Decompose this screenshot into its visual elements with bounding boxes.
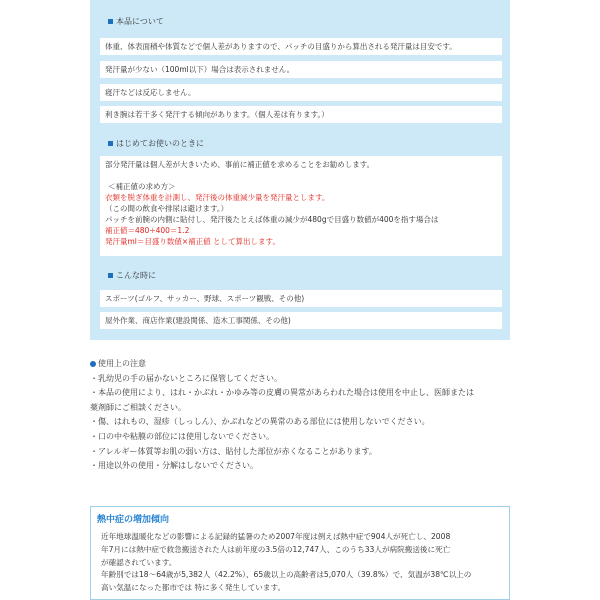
square-bullet-icon: [108, 19, 113, 24]
calc-example: パッチを前腕の内側に貼付し、発汗後たとえば体重の減少が480gで目盛り数値が400を指す場合は: [105, 215, 439, 224]
about-item: 利き腕は若干多く発汗する傾向があります。（個人差は有ります。）: [100, 106, 502, 123]
caution-item: ・口の中や粘膜の部位には使用しないでください。: [90, 431, 274, 441]
about-item: 寝汗などは反応しません。: [100, 84, 502, 101]
heatstroke-line: 高い気温になった都市では 特に多く発生しています。: [101, 583, 286, 593]
cautions-section: [90, 357, 510, 474]
square-bullet-icon: [108, 141, 113, 146]
cautions-heading: 使用上の注意: [90, 357, 510, 372]
circle-bullet-icon: [90, 361, 96, 367]
caution-item: 薬剤師にご相談ください。: [90, 402, 186, 412]
heatstroke-body: [101, 531, 501, 595]
heatstroke-box: [90, 506, 510, 600]
about-item: 体重、体表面積や体質などで個人差がありますので、パッチの目盛りから算出される発汗量は目安です。: [100, 38, 502, 55]
formula-sweat: 発汗量ml＝目盛り数値×補正値 として算出します。: [105, 237, 280, 246]
heatstroke-line: 年齢別では18〜64歳が5,382人（42.2%）、65歳以上の高齢者は5,070人（39.8%）で、気温が38℃以上の: [101, 570, 472, 580]
square-bullet-icon: [108, 273, 113, 278]
heatstroke-line: が確認されています。: [101, 557, 177, 567]
first-use-box: [100, 156, 502, 256]
calc-title: ＜補正値の求め方＞: [108, 182, 176, 191]
section-heading-about: 本品について: [108, 16, 164, 27]
heatstroke-heading: 熱中症の増加傾向: [97, 515, 170, 525]
caution-item: ・乳幼児の手の届かないところに保管してください。: [90, 373, 282, 383]
caution-item: ・アレルギー体質等お肌の弱い方は、貼付した部位が赤くなることがあります。: [90, 446, 377, 456]
formula-correction: 補正値＝480÷400＝1.2: [105, 226, 190, 235]
calc-note: （この間の飲食や排尿は避けます。）: [105, 204, 229, 213]
heatstroke-line: 年7月には熱中症で救急搬送された人は前年度の3.5倍の12,747人、このうち33人が病院搬送後に死亡: [101, 544, 451, 554]
first-use-intro: 部分発汗量は個人差が大きいため、事前に補正値を求めることをお勧めします。: [105, 160, 375, 169]
caution-item: ・傷、はれもの、湿疹（しっしん）、かぶれなどの異常のある部位には使用しないでください。: [90, 417, 430, 427]
scene-item: スポーツ(ゴルフ、サッカー、野球、スポーツ観戦、その他): [100, 290, 502, 307]
caution-item: ・用途以外の使用・分解はしないでください。: [90, 461, 258, 471]
calc-step: 衣類を脱ぎ体重を計測し、発汗後の体重減少量を発汗量とします。: [105, 193, 330, 202]
section-heading-scenes: こんな時に: [108, 270, 156, 281]
section-heading-first-use: はじめてお使いのときに: [108, 138, 204, 149]
heatstroke-line: 近年地球温暖化などの影響による記録的猛暑のため2007年度は例えば熱中症で904人が死亡し、2008: [101, 532, 451, 541]
scene-item: 屋外作業、商店作業(建設関係、造木工事関係、その他): [100, 312, 502, 329]
about-item: 発汗量が少ない（100ml以下）場合は表示されません。: [100, 61, 502, 78]
caution-item: ・本品の使用により、はれ・かぶれ・かゆみ等の皮膚の異常があらわれた場合は使用を中止し、医師または: [90, 388, 474, 398]
